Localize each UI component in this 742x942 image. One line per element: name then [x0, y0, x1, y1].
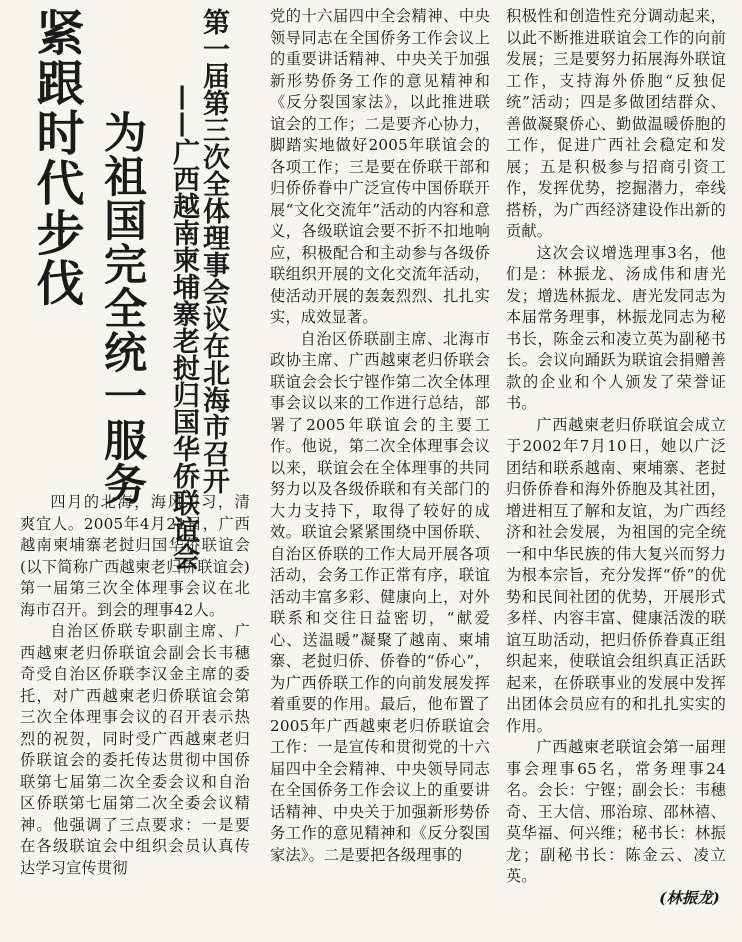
paragraph: 四月的北海，海风习习，清爽宜人。2005年4月21日，广西越南柬埔寨老挝归国华侨联谊会(以下简称广西越柬老归侨联谊会)第一届第三次全体理事会议在北海市召开。到会的理事42人。 [20, 493, 250, 619]
author-byline: (林振龙) [659, 888, 720, 907]
headline-line-2: 为祖国完全统一服务 [97, 110, 147, 506]
paragraph: 自治区侨联副主席、北海市政协主席、广西越柬老归侨联会联谊会会长宁铿作第二次全体理事会议以来的工作进行总结，部署了2005年联谊会的主要工作。他说，第二次全体理事会议以来，联谊会在全体理事的共同努力以及各级侨联和有关部门的大力支持下，取得了较好的成效。联谊会紧紧围绕中国侨联、自治区侨联的工作大局开展各项活动，会务工作正常有序，联谊活动丰富多彩、健康向上，对外联系和交往日益密切，“献爱心、送温暖”凝聚了越南、柬埔寨、老挝归侨、侨眷的“侨心”，为广西侨联工作的向前发展发挥着重要的作用。最后，他布置了2005年广西越柬老归侨联谊会工作：一是宣传和贯彻党的十六届四中全会精神、中央领导同志在全国侨务工作会议上的重要讲话精神、中央关于加强新形势侨务工作的意见精神和《反分裂国家法》。二是要把各级理事的 [270, 329, 490, 864]
paragraph: 广西越柬老归侨联谊会成立于2002年7月10日，她以广泛团结和联系越南、柬埔寨、老挝归侨侨眷和海外侨胞及其社团，增进相互了解和友谊，为广西经济和社会发展，为祖国的完全统一和中华民族的伟大复兴而努力为根本宗旨，充分发挥“侨”的优势和民间社团的优势，开展形式多样、内容丰富、健康活泼的联谊互助活动，把归侨侨眷真正组织起来，使联谊会组织真正活跃起来，在侨联事业的发展中发挥出团体会员应有的和扎扎实实的作用。 [506, 415, 726, 735]
paragraph: 广西越柬老联谊会第一届理事会理事65名，常务理事24名。会长：宁铿；副会长：韦穗奇、王大信、邢治琼、邵林禧、莫华福、何兴维；秘书长：林振龙；副秘书长：陈金云、凌立英。 [506, 738, 726, 885]
headline-line-1: 紧跟时代步伐 [28, 8, 84, 308]
paragraph: 积极性和创造性充分调动起来，以此不断推进联谊会工作的向前发展；三是要努力拓展海外联谊工作，支持海外侨胞“反独促统”活动；四是多做团结群众、善做凝聚侨心、勤做温暖侨胞的工作，促进广西社会稳定和发展；五是积极参与招商引资工作，发挥优势，挖掘潜力，牵线搭桥，为广西经济建设作出新的贡献。 [506, 7, 726, 240]
subheadline-line-1: 第一届第三次全体理事会议在北海市召开 [198, 8, 229, 494]
text-column-2 [270, 6, 490, 866]
text-column-3 [506, 6, 726, 909]
subheadline-line-2: ——广西越南柬埔寨老挝归国华侨联谊会 [168, 84, 199, 570]
paragraph: 党的十六届四中全会精神、中央领导同志在全国侨务工作会议上的重要讲话精神、中央关于加强新形势侨务工作的意见精神和《反分裂国家法》，以此推进联谊会的工作；二是要齐心协力，脚踏实地做好2005年联谊会的各项工作；三是要在侨联干部和归侨侨眷中广泛宣传中国侨联开展“文化交流年”活动的内容和意义，各级联谊会要不折不扣地响应，积极配合和主动参与各级侨联组织开展的文化交流年活动，使活动开展的轰轰烈烈、扎扎实实，成效显著。 [270, 7, 490, 326]
paragraph: 自治区侨联专职副主席、广西越柬老归侨联谊会副会长韦穗奇受自治区侨联李汉金主席的委托，对广西越柬老归侨联谊会第三次全体理事会议的召开表示热烈的祝贺，同时受广西越柬老归侨联谊会的委托传达贯彻中国侨联第七届第二次全委会议和自治区侨联第七届第二次全委会议精神。他强调了三点要求：一是要在各级联谊会中组织会员认真传达学习宣传贯彻 [20, 622, 250, 877]
text-column-1 [20, 492, 250, 879]
paragraph: 这次会议增选理事3名，他们是：林振龙、汤成伟和唐光发；增选林振龙、唐光发同志为本届常务理事，林振龙同志为秘书长，陈金云和凌立英为副秘书长。会议向踊跃为联谊会捐赠善款的企业和个人颁发了荣誉证书。 [506, 243, 726, 412]
